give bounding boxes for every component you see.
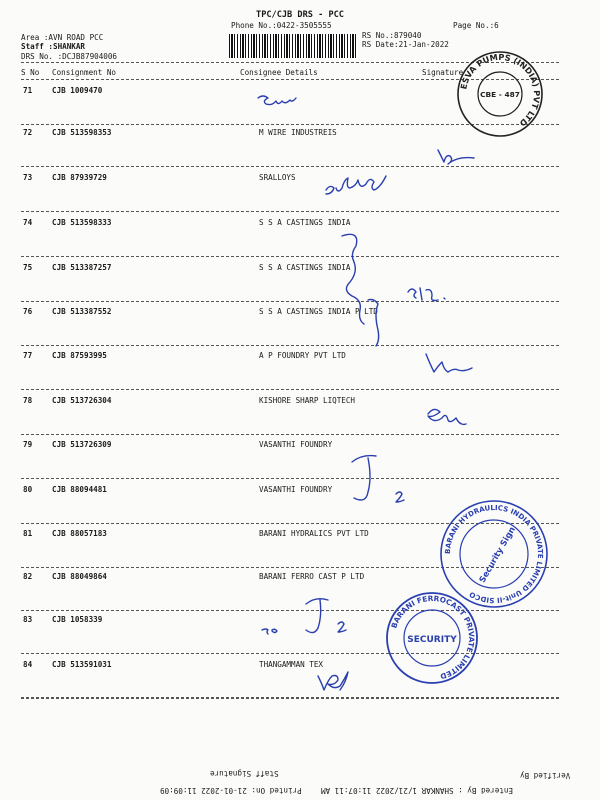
row-consignee: VASANTHI FOUNDRY bbox=[259, 485, 333, 494]
row-consignment: CJB 513387552 bbox=[52, 307, 112, 316]
entered-by-label: Entered By : SHANKAR 1/21/2022 11:07:11 AM bbox=[321, 786, 514, 795]
row-consignment: CJB 1009470 bbox=[52, 86, 103, 95]
row-sno: 79 bbox=[23, 440, 33, 449]
company-stamp-esva bbox=[454, 48, 546, 140]
signature-row-75 bbox=[408, 288, 445, 301]
printed-on-label: Printed On: 21-01-2022 11:09:09 bbox=[160, 786, 302, 795]
signature-row-83-prefix bbox=[262, 629, 277, 634]
row-consignment: CJB 87593995 bbox=[52, 351, 107, 360]
row-consignee: KISHORE SHARP LIQTECH bbox=[259, 396, 356, 405]
row-consignee: BARANI FERRO CAST P LTD bbox=[259, 572, 365, 581]
signature-row-74-76 bbox=[342, 234, 364, 324]
staff-label: Staff :SHANKAR bbox=[21, 42, 86, 51]
row-sno: 84 bbox=[23, 660, 33, 669]
stamp-ferrocast-center-text: SECURITY bbox=[407, 635, 457, 645]
signature-row-77 bbox=[426, 354, 472, 372]
rs-number: RS No.:879040 bbox=[362, 31, 422, 40]
row-consignee: BARANI HYDRALICS PVT LTD bbox=[259, 529, 369, 538]
row-consignee: A P FOUNDRY PVT LTD bbox=[259, 351, 346, 360]
stamp-esva-ring-text: ESVA PUMPS (INDIA) PVT LTD bbox=[458, 51, 543, 129]
drs-number: DRS No. :DCJB87904006 bbox=[21, 52, 118, 61]
signature-row-84 bbox=[318, 672, 348, 690]
row-sno: 73 bbox=[23, 173, 33, 182]
signature-row-72 bbox=[438, 150, 474, 164]
row-sno: 81 bbox=[23, 529, 33, 538]
row-sno: 77 bbox=[23, 351, 33, 360]
row-consignment: CJB 513598353 bbox=[52, 128, 112, 137]
row-consignment: CJB 513591031 bbox=[52, 660, 112, 669]
row-sno: 72 bbox=[23, 128, 33, 137]
signature-row-80-mark bbox=[396, 492, 404, 502]
row-sno: 83 bbox=[23, 615, 33, 624]
row-consignment: CJB 513726304 bbox=[52, 396, 112, 405]
col-signature: Signature bbox=[422, 68, 464, 77]
col-consignee: Consignee Details bbox=[240, 68, 318, 77]
row-consignment: CJB 1058339 bbox=[52, 615, 103, 624]
footer-rule bbox=[21, 697, 559, 698]
staff-signature-label: Staff Signature bbox=[210, 769, 279, 778]
col-consignment: Consignment No bbox=[52, 68, 117, 77]
stamp-esva-center-text: CBE - 487 bbox=[480, 90, 520, 99]
row-consignment: CJB 513598333 bbox=[52, 218, 112, 227]
row-sno: 74 bbox=[23, 218, 33, 227]
row-consignment: CJB 87939729 bbox=[52, 173, 107, 182]
row-consignee: S S A CASTINGS INDIA bbox=[259, 263, 351, 272]
signature-row-78 bbox=[428, 409, 466, 424]
row-consignment: CJB 88057183 bbox=[52, 529, 107, 538]
row-consignee: VASANTHI FOUNDRY bbox=[259, 440, 333, 449]
stamp-barani-center-text: Security Sign bbox=[476, 524, 517, 585]
signature-row-79-80 bbox=[352, 456, 376, 500]
signature-row-71 bbox=[258, 96, 296, 105]
row-consignee: M WIRE INDUSTREIS bbox=[259, 128, 337, 137]
row-consignee: SRALLOYS bbox=[259, 173, 296, 182]
signature-row-83-mark bbox=[338, 622, 346, 632]
stamp-barani-ring-text: BARANI HYDRAULICS INDIA PRIVATE LIMITED Unit-II SIDCO bbox=[443, 503, 545, 605]
company-stamp-barani-ferrocast bbox=[384, 590, 480, 686]
page-number: Page No.:6 bbox=[453, 21, 499, 30]
verified-by-label: Verified By bbox=[520, 771, 571, 780]
row-sno: 75 bbox=[23, 263, 33, 272]
col-sno: S No bbox=[21, 68, 40, 77]
row-consignment: CJB 513726309 bbox=[52, 440, 112, 449]
row-sno: 76 bbox=[23, 307, 33, 316]
row-consignee: S S A CASTINGS INDIA bbox=[259, 218, 351, 227]
signature-row-76 bbox=[368, 300, 379, 347]
row-consignee: THANGAMMAN TEX bbox=[259, 660, 324, 669]
sheet-title: TPC/CJB DRS - PCC bbox=[256, 10, 344, 20]
row-consignment: CJB 88094481 bbox=[52, 485, 107, 494]
signature-row-73 bbox=[326, 176, 386, 194]
row-sno: 78 bbox=[23, 396, 33, 405]
row-sno: 71 bbox=[23, 86, 33, 95]
row-consignment: CJB 513387257 bbox=[52, 263, 112, 272]
rs-date: RS Date:21-Jan-2022 bbox=[362, 40, 449, 49]
row-consignee: S S A CASTINGS INDIA P LTD bbox=[259, 307, 378, 316]
row-sno: 80 bbox=[23, 485, 33, 494]
stamp-ferrocast-ring-text: BARANI FERROCAST PRIVATE LIMITED bbox=[389, 593, 477, 682]
area-label: Area :AVN ROAD PCC bbox=[21, 33, 104, 42]
row-sno: 82 bbox=[23, 572, 33, 581]
signature-row-83 bbox=[306, 599, 328, 633]
row-consignment: CJB 88049864 bbox=[52, 572, 107, 581]
phone-number: Phone No.:0422-3505555 bbox=[231, 21, 332, 30]
